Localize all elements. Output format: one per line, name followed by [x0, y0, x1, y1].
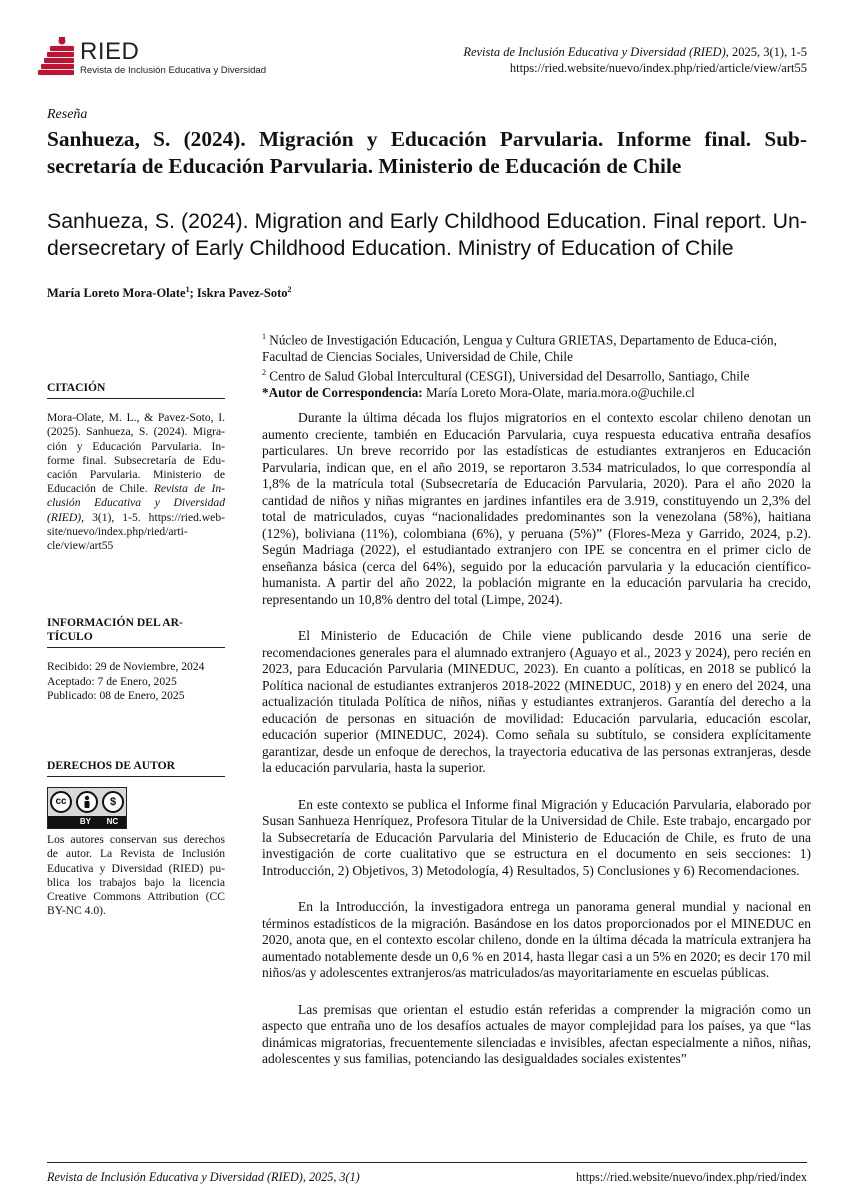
person-icon [81, 795, 93, 809]
citation-box [47, 381, 225, 553]
title-spanish: Sanhueza, S. (2024). Migración y Educación Parvularia. Informe final. Sub-secretaría de Educación Parvularia. Ministerio de Educación de Chile [47, 127, 807, 178]
author-name: Iskra Pavez-Soto [196, 286, 288, 301]
article-url[interactable]: https://ried.website/nuevo/index.php/ried/article/view/art55 [509, 61, 807, 75]
author-affiliation-mark: 1 [185, 285, 190, 294]
article-info-box [47, 616, 225, 703]
body-paragraph: El Ministerio de Educación de Chile viene publicando desde 2016 una serie de recomendaciones generales para el alumnado extranjero (Aguayo et al., 2023 y 2024), pero recién en 2023, para Educación Parvularia (MINEDUC, 2023). En cuanto a políticas, en 2018 se publicó la Política nacional de estudiantes extranjeros 2018-2022 (MINEDUC, 2018) y en enero del 2024, una actualización titulada Política de niños, niñas y estudiantes extranjeros. Garantía del derecho a la educación de personas en situación de movilidad: Educación parvularia, educación escolar, educación superior (MINEDUC, 2024). Como señala su subtítulo, se considera explícitamente garantizar, desde un enfoque de derechos, la trayectoria educativa de las personas extranjeras, desde la educación parvularia, hasta la superior. [262, 628, 811, 775]
citation-text [47, 411, 225, 553]
article-info-heading: INFORMACIÓN DEL AR-TÍCULO [47, 616, 225, 648]
affiliation-mark: 2 [262, 368, 266, 378]
published-date: Publicado: 08 de Enero, 2025 [47, 688, 185, 702]
author-separator: ; [189, 286, 197, 301]
citation-journal: Revista de In-clusión Educativa y Diversidad (RIED), [47, 482, 226, 524]
section-label: Reseña [47, 107, 88, 122]
received-date: Recibido: 29 de Noviembre, 2024 [47, 660, 205, 674]
affiliation-2: Centro de Salud Global Intercultural (CESGI), Universidad del Desarrollo, Santiago, Chile [269, 368, 750, 384]
cc-icon: cc [50, 791, 72, 813]
author-name: María Loreto Mora-Olate [47, 286, 186, 301]
footer-url[interactable]: https://ried.website/nuevo/index.php/ried/index [576, 1170, 807, 1184]
noncommercial-icon: $ [102, 791, 124, 813]
logo-name: RIED [80, 38, 140, 65]
journal-name: Revista de Inclusión Educativa y Diversidad (RIED), [463, 45, 729, 59]
ried-logo-icon [30, 34, 76, 76]
citation-body: Mora-Olate, M. L., & Pavez-Soto, I. (2025). Sanhueza, S. (2024). Migra-ción y Educación Parvularia. In-forme final. Subsecretaría de Edu-cación Parvularia. Ministerio de Educación de Chile. [47, 411, 225, 496]
footer-divider [47, 1162, 807, 1163]
correspondence-text[interactable]: María Loreto Mora-Olate, maria.mora.o@uchile.cl [426, 385, 695, 401]
cc-nc-label: NC [106, 817, 119, 827]
author-affiliation-mark: 2 [287, 285, 292, 294]
attribution-person-icon [76, 791, 98, 813]
journal-logo [30, 34, 266, 76]
copyright-heading: DERECHOS DE AUTOR [47, 759, 225, 777]
body-paragraph: En este contexto se publica el Informe final Migración y Educación Parvularia, elaborado por Susan Sanhueza Henríquez, Profesora Titular de la Universidad de Chile. Este trabajo, encargado por la Subsecretaría de Educación Parvularia del Ministerio de Educación de Chile, es fruto de una investigación de corte cualitativo que se estructura en el documento en seis secciones: 1) Introducción, 2) Objetivos, 3) Metodología, 4) Resultados, 5) Conclusiones y 6) Recomendaciones. [262, 796, 811, 878]
logo-subtitle: Revista de Inclusión Educativa y Diversidad [80, 65, 267, 76]
author-list [47, 285, 292, 301]
review-body [262, 410, 811, 1088]
cc-by-label: BY [79, 817, 91, 827]
copyright-box [47, 759, 225, 918]
accepted-date: Aceptado: 7 de Enero, 2025 [47, 674, 177, 688]
affiliations [262, 329, 812, 402]
journal-issue: 2025, 3(1), 1-5 [732, 45, 807, 59]
correspondence-label: *Autor de Correspondencia: [262, 385, 423, 401]
affiliation-1: Núcleo de Investigación Educación, Lengua y Cultura GRIETAS, Departamento de Educa-ción, Facultad de Ciencias Sociales, Universidad de Chile, Chile [262, 332, 777, 364]
body-paragraph: Las premisas que orientan el estudio están referidas a comprender la migración como un aspecto que entraña uno de los desafíos actuales de mayor complejidad para los países, ya que “las dinámicas migratorias, frecuentemente silenciadas e invisibles, afectan especialmente a niños, niñas, adolescentes y sus familias, potenciando las desigualdades sociales existentes” [262, 1001, 811, 1066]
body-paragraph: Durante la última década los flujos migratorios en el contexto escolar chileno denotan un aumento creciente, también en Educación Parvularia, cuya respuesta educativa entraña desafíos particulares. Un breve recorrido por las estadísticas de estudiantes extranjeros en Educación Parvularia, indican que, en el año 2019, se reportaron 3.534 matriculados, lo que correspondía al 1,8% de la matrícula total (Subsecretaría de Educación Parvularia, 2020). Para el año 2020 la cantidad de niños y niñas migrantes en jardines infantiles era de 3.919, constituyendo un 2,3% del total de matriculados, cuyas “nacionalidades predominantes son la venezolana (58%), haitiana (12%), boliviana (11%), colombiana (6%), y peruana (5%)” (Flores-Meza y Garrido, 2024, p.2). Según Madriaga (2022), el estudiantado extranjero con IPE se concentra en el primer ciclo de enseñanza básica (cerca del 64%), seguido por la educación parvularia y la educación científico-humanista. A partir del año 2022, la población migrante en la educación parvularia ha crecido, representando un 10,8% dentro del total (Limpe, 2024). [262, 410, 811, 607]
footer-journal: Revista de Inclusión Educativa y Diversidad (RIED), 2025, 3(1) [47, 1170, 360, 1184]
title-english: Sanhueza, S. (2024). Migration and Early Childhood Education. Final report. Un-dersecretary of Early Childhood Education. Ministry of Education of Chile [47, 209, 807, 260]
cc-license-badge[interactable] [47, 787, 127, 829]
journal-reference [463, 44, 807, 76]
citation-tail[interactable]: 3(1), 1-5. https://ried.web-site/nuevo/index.php/ried/arti-cle/view/art55 [47, 510, 225, 553]
body-paragraph: En la Introducción, la investigadora entrega un panorama general mundial y nacional en términos estadísticos de la migración. Basándose en los datos proporcionados por el MINEDUC en 2020, anota que, en el contexto escolar chileno, donde en la última década la matrícula extranjera ha aumentado notablemente desde un 0,6 % en 2014, hasta llegar casi a un 5% en 2020; es decir 170 mil niños/as y adolescentes extranjeros/as matriculados/as mayoritariamente en escuelas públicas. [262, 899, 811, 980]
affiliation-mark: 1 [262, 332, 266, 341]
copyright-text: Los autores conservan sus derechos de autor. La Revista de Inclusión Educativa y Diversidad (RIED) pu-blica los trabajos bajo la licencia Creative Commons Attribution (CC BY-NC 4.0). [47, 833, 225, 918]
citation-heading: CITACIÓN [47, 381, 225, 399]
